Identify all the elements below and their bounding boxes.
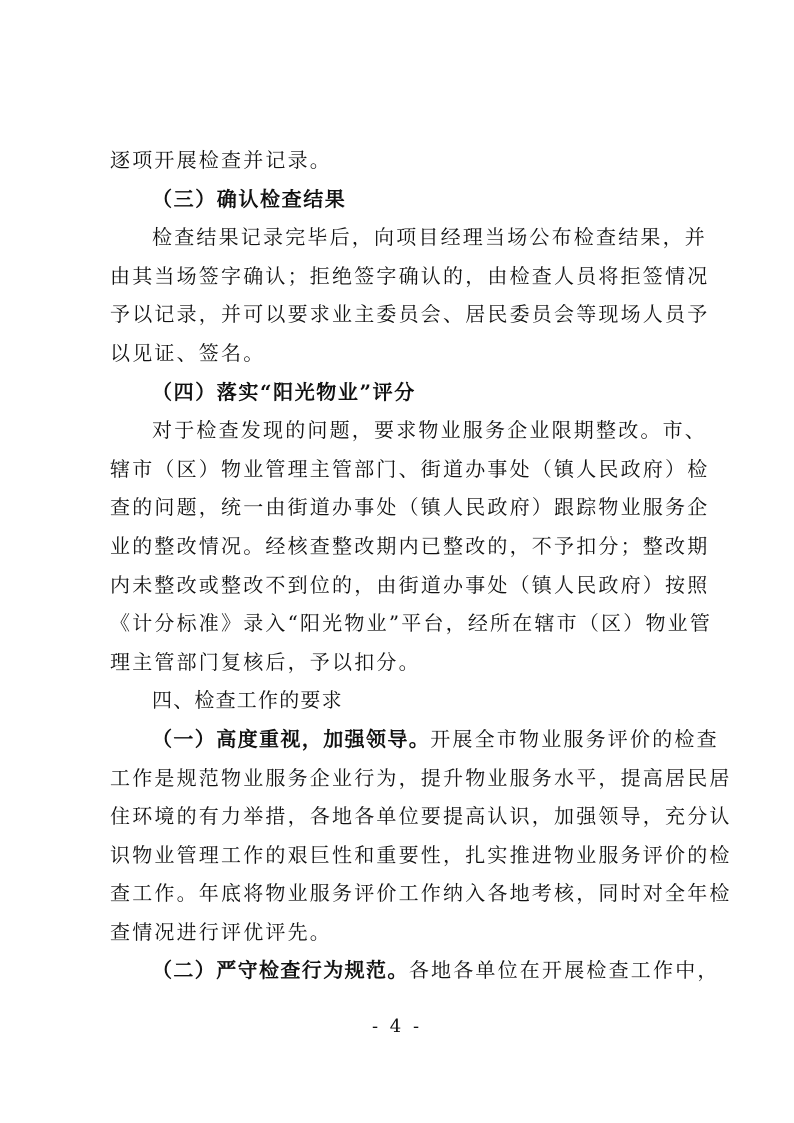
paragraph-line: 检查结果记录完毕后，向项目经理当场公布检查结果，并	[152, 225, 707, 250]
paragraph-line: 辖市（区）物业管理主管部门、街道办事处（镇人民政府）检	[110, 456, 710, 481]
paragraph-line: 予以记录，并可以要求业主委员会、居民委员会等现场人员予	[110, 302, 710, 327]
section-heading: （三）确认检查结果	[152, 186, 347, 211]
paragraph-lead: （一）高度重视，加强领导。	[152, 726, 431, 751]
paragraph-line: 识物业管理工作的艰巨性和重要性，扎实推进物业服务评价的检	[110, 842, 732, 867]
paragraph-line: 查的问题，统一由街道办事处（镇人民政府）跟踪物业服务企	[110, 495, 710, 520]
paragraph-line: 业的整改情况。经核查整改期内已整改的，不予扣分；整改期	[110, 533, 710, 558]
paragraph-line: 对于检查发现的问题，要求物业服务企业限期整改。市、	[152, 418, 707, 443]
paragraph-line: 逐项开展检查并记录。	[110, 148, 332, 172]
paragraph-line: 由其当场签字确认；拒绝签字确认的，由检查人员将拒签情况	[110, 263, 710, 288]
chapter-heading: 四、检查工作的要求	[152, 688, 343, 713]
paragraph-line: 查情况进行评优评先。	[110, 919, 332, 944]
paragraph-lead: （二）严守检查行为规范。	[152, 958, 409, 983]
paragraph-text: 各地各单位在开展检查工作中，	[408, 958, 720, 983]
paragraph-line	[110, 951, 720, 990]
paragraph-text: 开展全市物业服务评价的检查	[430, 726, 719, 751]
paragraph-line: 工作是规范物业服务企业行为，提升物业服务水平，提高居民居	[110, 765, 732, 790]
paragraph-line: 查工作。年底将物业服务评价工作纳入各地考核，同时对全年检	[110, 881, 732, 906]
paragraph-line: 以见证、签名。	[110, 340, 266, 365]
paragraph-line	[110, 720, 719, 759]
document-body	[110, 141, 732, 990]
paragraph-line: 理主管部门复核后，予以扣分。	[110, 649, 421, 674]
section-heading: （四）落实“阳光物业”评分	[152, 379, 416, 404]
paragraph-line: 内未整改或整改不到位的，由街道办事处（镇人民政府）按照	[110, 572, 710, 597]
page-number: - 4 -	[371, 1016, 423, 1037]
paragraph-line: 《计分标准》录入“阳光物业”平台，经所在辖市（区）物业管	[110, 611, 713, 636]
paragraph-line: 住环境的有力举措，各地各单位要提高认识，加强领导，充分认	[110, 804, 732, 829]
